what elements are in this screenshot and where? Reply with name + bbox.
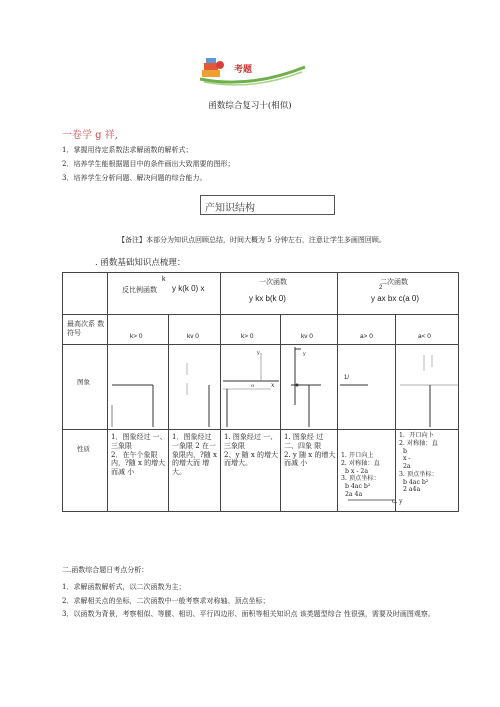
header-inverse-name: 反比例函数 <box>122 286 157 294</box>
sign-cell-2 <box>169 315 221 345</box>
row-label-graph-text: 图象 <box>77 378 90 386</box>
graph-cell-4 <box>281 345 338 430</box>
sign-6: a< 0 <box>418 333 431 340</box>
section2-heading: 产知识结构 <box>205 203 255 214</box>
graph-quadratic-aneg <box>396 345 459 427</box>
header-linear <box>221 273 338 315</box>
row-label-graph <box>63 345 108 430</box>
table-row-signs <box>63 315 459 345</box>
exam-logo <box>190 55 310 87</box>
row-label-sign <box>63 315 108 345</box>
sign-cell-6 <box>396 315 459 345</box>
sign-2: kv 0 <box>187 333 199 340</box>
sign-cell-4 <box>281 315 338 345</box>
table-row-graphs <box>63 345 459 430</box>
header-quadratic <box>338 273 459 315</box>
header-quadratic-formula: y ax bx c(a 0) <box>371 294 420 303</box>
section1-item-3: 3．培养学生分析问题、解决问题的综合能力。 <box>62 174 207 182</box>
note-text: 【备注】本部分为知识点回顾总结，时间大概为 5 分钟左右，注意让学生多画图回顾。 <box>118 236 386 244</box>
sign-4: kv 0 <box>301 333 313 340</box>
prop-5: 1. 开口向上 2. 对称轴：直 b x - 2a 3. 顶点坐标： b 4ac b² 2a 4a <box>341 452 380 498</box>
graph-cell-2 <box>169 345 221 430</box>
section3-item-1: 1．求解函数解析式，以二次函数为主； <box>62 583 186 591</box>
header-inverse-formula: y k(k 0) x <box>172 284 205 293</box>
prop-cell-2 <box>169 430 221 512</box>
prop-3: 1. 图象经过 一、三象限 2、y 随 x 的增大而增大。 <box>224 433 279 468</box>
sign-1: k> 0 <box>130 333 143 340</box>
section3-heading: 二.函数综合题日考点分析： <box>62 566 149 574</box>
graph-inverse-kpos <box>108 345 169 427</box>
row-label-props-text: 性质 <box>77 445 90 453</box>
graph-cell-1 <box>108 345 169 430</box>
graph3-origin-label: o <box>251 383 255 389</box>
table-heading: . 函数基础知识点梳理： <box>95 258 186 268</box>
graph4-y-label: y <box>303 351 306 357</box>
sign-cell-1 <box>108 315 169 345</box>
header-quadratic-sup: 2 <box>379 285 383 291</box>
page-title: 函数综合复习十(相似) <box>208 101 292 111</box>
row-label-props <box>63 430 108 512</box>
prop-cell-6 <box>392 430 459 512</box>
table-row-header <box>63 273 459 315</box>
prop-1: 1．图象经过 一、三象限 2．在午个象限内，?随 x 的增大而减 小 <box>111 433 167 476</box>
prop-cell-4 <box>281 430 338 512</box>
section1-item-2: 2．培养学生能根据题目中的条件画出大致需要的图形； <box>62 160 235 168</box>
sign-3: k> 0 <box>241 333 254 340</box>
graph-cell-3 <box>221 345 281 430</box>
graph5-label: 1/ <box>344 375 350 381</box>
prop-2: 1．图象经过 一象限 2 在一象限内，?随 x 的增大而 增大。 <box>172 433 220 476</box>
prop-4: 1. 图象经 过二、四象 限 2. y 随 x 的增大而减 小 <box>284 433 336 468</box>
graph3-x-label: x <box>271 382 275 389</box>
graph-inverse-kneg <box>169 345 221 427</box>
function-table <box>62 272 459 512</box>
header-inverse <box>108 273 221 315</box>
graph-linear-kneg <box>281 345 338 427</box>
table-row-props <box>63 430 459 512</box>
header-linear-formula: y kx b(k 0) <box>249 294 286 303</box>
row-label-sign-text: 最高次系 数符号 <box>67 320 105 337</box>
graph3-y-label: y <box>257 350 260 356</box>
prop-tail: c. y <box>392 498 403 505</box>
prop-cell-1 <box>108 430 169 512</box>
header-quadratic-name: 二次函数 <box>380 278 408 286</box>
prop5-fraction-line <box>338 430 396 512</box>
prop-cell-5 <box>338 430 396 512</box>
graph-cell-6 <box>396 345 459 430</box>
prop-cell-3 <box>221 430 281 512</box>
sign-cell-5 <box>338 315 396 345</box>
sign-5: a> 0 <box>360 333 373 340</box>
corner-cell <box>63 273 108 315</box>
section1-heading: 一卷学 g 祥, <box>62 130 118 141</box>
header-inverse-k: k <box>162 276 166 283</box>
graph-cell-5 <box>338 345 396 430</box>
graph-quadratic-apos <box>338 345 396 427</box>
prop-6: 1．开口向卜 2. 对称轴：直 b x - 2a 3. 顶点坐标： b 4ac b² 2 a4a <box>399 432 438 494</box>
sign-cell-3 <box>221 315 281 345</box>
logo-text: 考题 <box>234 64 253 74</box>
section3-item-3: 3．以函数为背景，考察相似、等腰、相切、平行四边形、面积等相关知识点 该类题型综合 性很强，需要及时画图观察。 <box>62 610 435 618</box>
header-linear-name: 一次函数 <box>259 278 287 286</box>
section1-item-1: 1．掌握用待定系数法求解函数的解析式； <box>62 146 193 154</box>
section3-item-2: 2．求解相关点的坐标，二次函数中一般考察求对称轴、顶点坐标； <box>62 597 270 605</box>
